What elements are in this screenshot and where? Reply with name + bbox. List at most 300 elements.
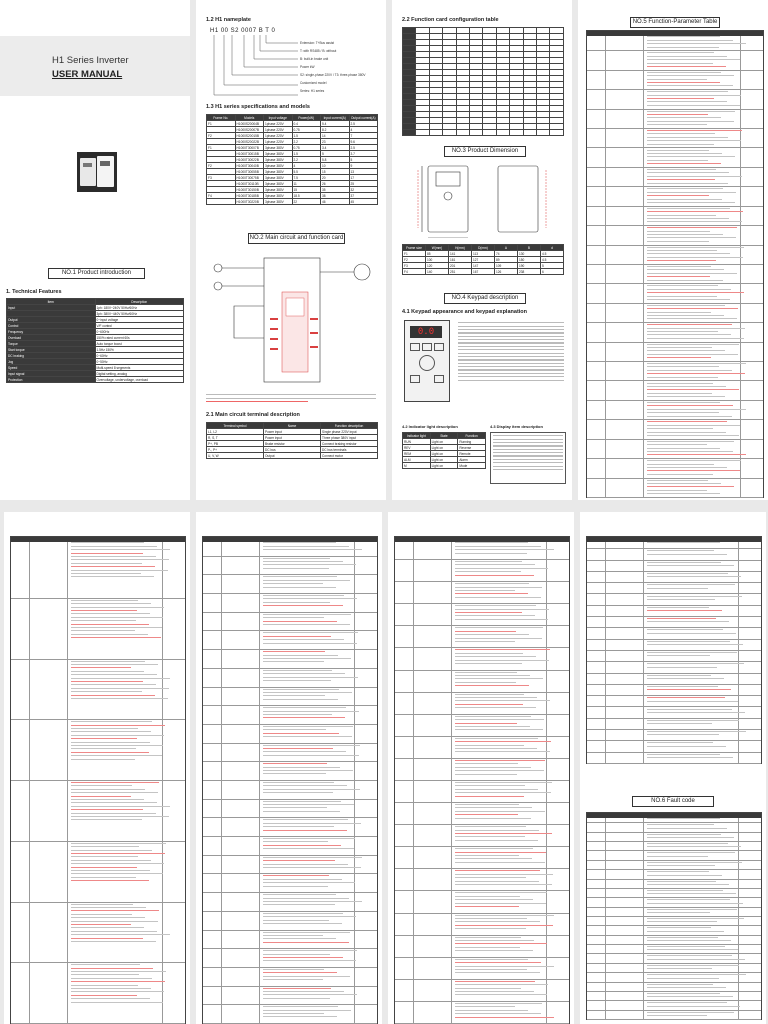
table-header-cell: Description <box>95 299 184 305</box>
param-row <box>203 705 377 725</box>
table-cell: 20 <box>321 175 350 181</box>
table-cell: 1phase 220V <box>264 133 293 139</box>
table-cell: 32 <box>349 187 378 193</box>
table-cell: H1000S20022B <box>235 139 264 145</box>
param-row <box>587 283 763 303</box>
nameplate-label: Power kW <box>300 65 315 69</box>
param-row <box>395 581 569 604</box>
table-header-cell: Function description <box>321 423 378 429</box>
table-cell: 38 <box>321 193 350 199</box>
param-row <box>395 846 569 869</box>
table-cell: 4.5 <box>541 251 564 257</box>
param-row <box>395 559 569 582</box>
nameplate-leader-lines <box>210 35 300 105</box>
table-cell: 5 <box>541 263 564 269</box>
table-header-cell: W(mm) <box>426 245 449 251</box>
table-header-cell: State <box>430 433 458 439</box>
table-cell: 1.5 <box>292 133 321 139</box>
page-params-4 <box>388 512 574 1024</box>
param-row <box>203 855 377 875</box>
table-cell: 251 <box>449 269 472 275</box>
indicator-table <box>402 432 486 469</box>
page-keypad <box>392 0 572 500</box>
table-cell: H1000T30185B <box>235 193 264 199</box>
features-title: 1. Technical Features <box>6 289 62 295</box>
dimension-table <box>402 244 564 275</box>
param-row <box>587 206 763 226</box>
table-cell: 37 <box>349 193 378 199</box>
table-cell: 3ph: 380V~440V 50Hz/60Hz <box>95 311 184 317</box>
param-row <box>203 948 377 968</box>
table-cell: 167 <box>472 269 495 275</box>
table-cell: Auto torque boost <box>95 341 184 347</box>
param-row <box>395 824 569 847</box>
table-cell: Power input <box>264 429 321 435</box>
table-cell: 1ph: 180V~240V 50Hz/60Hz <box>95 305 184 311</box>
param-row <box>587 167 763 187</box>
table-cell: 5 <box>321 151 350 157</box>
table-cell: 3phase 380V <box>264 199 293 205</box>
table-cell: 0~50Hz <box>95 359 184 365</box>
table-cell: DC bus <box>264 447 321 453</box>
param-row <box>203 892 377 912</box>
table-cell: H1000T30040B <box>235 163 264 169</box>
table-cell: 3phase 380V <box>264 193 293 199</box>
table-header-cell: A <box>495 245 518 251</box>
param-row <box>203 668 377 688</box>
table-cell: 120 <box>426 263 449 269</box>
table-cell: 109 <box>495 263 518 269</box>
specs-table <box>206 114 378 205</box>
table-cell: 190 <box>518 263 541 269</box>
table-cell: Light on <box>430 451 458 457</box>
table-cell: 3phase 380V <box>264 163 293 169</box>
table-row <box>403 463 486 469</box>
param-row <box>11 902 185 964</box>
table-cell: H1000T30110B <box>235 181 264 187</box>
table-cell: F3 <box>207 175 236 181</box>
table-cell: 3phase 380V <box>264 187 293 193</box>
table-cell: Light on <box>430 463 458 469</box>
table-cell: 7 <box>349 133 378 139</box>
table-cell: 6 <box>541 269 564 275</box>
table-cell: Connect braking resistor <box>321 441 378 447</box>
param-row <box>203 986 377 1006</box>
table-cell: Control <box>7 323 96 329</box>
terminal-heading: 2.1 Main circuit terminal description <box>206 412 300 418</box>
table-header-cell: Frame size <box>403 245 426 251</box>
param-row <box>587 128 763 148</box>
table-cell: 0~60Hz <box>95 353 184 359</box>
terminal-table <box>206 422 378 459</box>
param-row <box>203 649 377 669</box>
table-row <box>207 199 378 205</box>
table-cell: H1000T30007B <box>235 145 264 151</box>
table-cell: Power input <box>264 435 321 441</box>
product-photo <box>77 152 117 192</box>
param-row <box>11 780 185 842</box>
table-cell: 85 <box>426 251 449 257</box>
table-header-cell: Frame No. <box>207 115 236 121</box>
keypad-sub1: 4.1 Keypad appearance and keypad explanation <box>402 309 528 315</box>
specs-heading: 1.3 H1 series specifications and models <box>206 104 310 110</box>
table-cell: 46 <box>321 199 350 205</box>
table-cell: 3phase 380V <box>264 181 293 187</box>
table-cell: 3phase 380V <box>264 157 293 163</box>
table-cell: F2 <box>207 133 236 139</box>
table-header-cell: Output current(A) <box>350 115 376 120</box>
table-cell: 0.75 <box>292 127 321 133</box>
table-cell: 5.4 <box>321 121 350 127</box>
keypad-image <box>404 320 450 402</box>
table-cell: 238 <box>518 269 541 275</box>
table-cell: 74 <box>495 251 518 257</box>
table-header-cell: Input current(A) <box>321 115 350 121</box>
param-row <box>587 225 763 245</box>
main-circuit-diagram <box>204 248 380 386</box>
dimension-heading: NO.3 Product Dimension <box>444 146 526 157</box>
table-cell: DC braking <box>7 353 96 359</box>
param-row <box>203 1004 377 1024</box>
table-cell: 15 <box>321 169 350 175</box>
param-row <box>587 381 763 401</box>
param-row <box>395 603 569 626</box>
keypad-display: 0.0 <box>410 326 442 338</box>
table-cell: 13 <box>349 169 378 175</box>
table-cell: 10 <box>321 163 350 169</box>
param-row <box>587 264 763 284</box>
table-cell <box>207 199 236 205</box>
table-cell: H1000T30075B <box>235 175 264 181</box>
table-cell: Reverse <box>458 445 486 451</box>
table-cell: F3 <box>403 263 426 269</box>
table-cell: Light on <box>430 457 458 463</box>
param-row <box>587 342 763 362</box>
param-row <box>11 537 185 599</box>
param-row <box>203 761 377 781</box>
table-cell: H1000T30220B <box>235 199 264 205</box>
table-cell: 3.4 <box>321 145 350 151</box>
param-row <box>587 50 763 70</box>
table-header-cell: Item <box>7 299 96 305</box>
params-heading: NO.5 Function-Parameter Table <box>630 17 720 28</box>
table-cell: Brake resistor <box>264 441 321 447</box>
table-cell: 3phase 380V <box>264 169 293 175</box>
table-cell: RUN <box>403 439 431 445</box>
table-cell: 3phase 380V <box>264 151 293 157</box>
table-cell: 2.2 <box>292 139 321 145</box>
table-header-cell: d <box>541 245 564 251</box>
table-cell: Input <box>7 305 96 311</box>
table-cell: Start torque <box>7 347 96 353</box>
table-cell: F2 <box>403 257 426 263</box>
param-row <box>395 625 569 648</box>
page-params-1 <box>578 0 768 500</box>
table-cell: Multi-speed 8 segments <box>95 365 184 371</box>
table-row <box>403 269 564 275</box>
param-row <box>203 724 377 744</box>
table-cell: 17 <box>349 175 378 181</box>
keypad-heading: NO.4 Keypad description <box>444 293 526 304</box>
table-row <box>7 377 184 383</box>
param-row <box>587 439 763 459</box>
param-row <box>11 962 185 1024</box>
table-cell: Digital setting, analog <box>95 371 184 377</box>
table-cell: 2.5 <box>349 121 378 127</box>
table-cell: 1.5Hz 150% <box>95 347 184 353</box>
param-row <box>203 836 377 856</box>
param-row <box>587 1010 761 1020</box>
nameplate-label: Series: H1 series <box>300 89 325 93</box>
table-header-cell: Models <box>235 115 264 121</box>
fault-table <box>586 812 762 1020</box>
table-cell: 1.5 <box>292 151 321 157</box>
table-cell: Jog <box>7 359 96 365</box>
table-cell: 26 <box>321 181 350 187</box>
intro-heading: NO.1 Product introduction <box>48 268 145 279</box>
table-header-cell: H(mm) <box>449 245 472 251</box>
param-row <box>587 109 763 129</box>
table-cell: 3.7 <box>349 151 378 157</box>
param-row <box>587 458 763 478</box>
page-cover <box>0 0 190 500</box>
table-cell: 5.8 <box>321 157 350 163</box>
table-cell: 25 <box>349 181 378 187</box>
param-row <box>587 752 761 764</box>
table-cell: 3phase 380V <box>264 145 293 151</box>
table-cell: 127 <box>472 257 495 263</box>
table-cell: 150 <box>518 257 541 263</box>
table-cell: 161 <box>449 257 472 263</box>
dimension-drawing <box>406 160 562 238</box>
table-cell: 150% rated current 60s <box>95 335 184 341</box>
table-cell: 5 <box>349 157 378 163</box>
table-cell: 201 <box>449 263 472 269</box>
table-cell: 15 <box>292 187 321 193</box>
table-cell: H1000S20015B <box>235 133 264 139</box>
table-cell: 3phase 380V <box>264 175 293 181</box>
table-cell: H1000T30150B <box>235 187 264 193</box>
table-header-cell: Terminal symbol <box>207 423 264 429</box>
table-cell: U, V, W <box>207 453 264 459</box>
table-cell: REV <box>403 445 431 451</box>
param-row <box>203 556 377 576</box>
table-cell: P+, PB <box>207 441 264 447</box>
params-grid-2 <box>10 536 186 1024</box>
table-cell: 1phase 220V <box>264 121 293 127</box>
keypad-sub3: 4.3 Display item description <box>490 424 543 429</box>
param-row <box>395 714 569 737</box>
table-cell: 22 <box>292 199 321 205</box>
function-card-table <box>402 27 564 136</box>
main-circuit-heading: NO.2 Main circuit and function card <box>248 233 345 244</box>
features-table <box>6 298 184 383</box>
nameplate-labels <box>300 39 385 95</box>
table-cell: 100 <box>426 257 449 263</box>
cover-subtitle: USER MANUAL <box>52 69 123 80</box>
param-row <box>395 979 569 1002</box>
param-row <box>203 743 377 763</box>
table-cell: 1phase 220V <box>264 127 293 133</box>
param-row <box>395 957 569 980</box>
table-cell: 130 <box>518 251 541 257</box>
table-cell: R, S, T <box>207 435 264 441</box>
table-cell: Three phase 380V input <box>321 435 378 441</box>
table-cell: 4.5 <box>541 257 564 263</box>
table-cell: Light on <box>430 439 458 445</box>
param-row <box>203 799 377 819</box>
table-cell: F1 <box>207 121 236 127</box>
table-cell: Mode <box>458 463 486 469</box>
param-row <box>395 890 569 913</box>
params-grid-3 <box>202 536 378 1024</box>
param-row <box>587 478 763 498</box>
table-cell: M <box>403 463 431 469</box>
fault-heading: NO.6 Fault code <box>632 796 714 807</box>
param-row <box>587 419 763 439</box>
table-cell: Remote <box>458 451 486 457</box>
param-row <box>203 612 377 632</box>
table-cell: 8.2 <box>321 127 350 133</box>
cover-band <box>0 36 190 96</box>
param-row <box>203 817 377 837</box>
table-cell: Alarm <box>458 457 486 463</box>
param-row <box>587 245 763 265</box>
table-cell: 9 <box>349 163 378 169</box>
table-cell: Protection <box>7 377 96 383</box>
table-cell: 0~input voltage <box>95 317 184 323</box>
table-cell: Running <box>458 439 486 445</box>
table-cell: Frequency <box>7 329 96 335</box>
nameplate-label: Customized model <box>300 81 327 85</box>
param-row <box>587 322 763 342</box>
param-row <box>11 659 185 721</box>
table-cell: F4 <box>403 269 426 275</box>
table-cell: Single phase 220V input <box>321 429 378 435</box>
table-cell: P-, P+ <box>207 447 264 453</box>
table-cell: F4 <box>207 193 236 199</box>
table-cell: Output <box>264 453 321 459</box>
table-cell: 45 <box>349 199 378 205</box>
table-cell: 7.5 <box>292 175 321 181</box>
param-row <box>395 868 569 891</box>
table-header-cell: Indicator light <box>403 433 431 439</box>
function-card-heading: 2.2 Function card configuration table <box>402 17 499 23</box>
table-cell: 0.4 <box>292 121 321 127</box>
table-cell: 18.5 <box>292 193 321 199</box>
cover-title: H1 Series Inverter <box>52 55 129 66</box>
params-grid-5 <box>586 536 762 764</box>
table-cell: Overload <box>7 335 96 341</box>
table-header-cell: Power(kW) <box>292 115 321 121</box>
param-row <box>587 70 763 90</box>
table-cell: ALM <box>403 457 431 463</box>
table-cell: 140 <box>426 269 449 275</box>
table-cell: 14 <box>321 133 350 139</box>
param-row <box>203 780 377 800</box>
table-cell: 126 <box>495 269 518 275</box>
table-row <box>207 453 378 459</box>
page-fault <box>580 512 766 1024</box>
param-row <box>203 593 377 613</box>
table-cell: Light on <box>430 445 458 451</box>
table-cell: DC bus terminals <box>321 447 378 453</box>
table-cell: Torque <box>7 341 96 347</box>
table-cell: V/F control <box>95 323 184 329</box>
param-row <box>587 400 763 420</box>
nameplate-label: S2: single-phase 220V / T3: three-phase 380V <box>300 73 366 77</box>
table-cell: 113 <box>472 251 495 257</box>
param-row <box>395 692 569 715</box>
param-row <box>395 758 569 781</box>
param-row <box>395 802 569 825</box>
param-row <box>395 935 569 958</box>
table-cell: Speed <box>7 365 96 371</box>
param-row <box>203 911 377 931</box>
param-row <box>395 736 569 759</box>
param-row <box>587 148 763 168</box>
table-header-cell: Input voltage <box>264 115 293 121</box>
table-cell: F1 <box>403 251 426 257</box>
param-row <box>395 670 569 693</box>
table-cell: 147 <box>472 263 495 269</box>
nameplate-heading: 1.2 H1 nameplate <box>206 17 251 23</box>
table-cell: F2 <box>207 163 236 169</box>
table-cell: REM <box>403 451 431 457</box>
param-row <box>395 647 569 670</box>
table-header-cell: Name <box>264 423 321 429</box>
table-cell: H1000S20004B <box>235 121 264 127</box>
param-row <box>395 780 569 803</box>
page-params-2 <box>4 512 190 1024</box>
nameplate-code: H1 00 S2 0007 B T 0 <box>210 28 276 34</box>
param-row <box>587 361 763 381</box>
table-cell: 0.75 <box>292 145 321 151</box>
table-cell: 4 <box>349 127 378 133</box>
params-grid <box>586 30 764 498</box>
table-cell: H1000T30022B <box>235 157 264 163</box>
table-cell: 5.5 <box>292 169 321 175</box>
param-row <box>203 873 377 893</box>
page-specs <box>196 0 386 500</box>
table-cell: 35 <box>321 187 350 193</box>
table-header-cell: D(mm) <box>472 245 495 251</box>
param-row <box>203 574 377 594</box>
table-header-cell: Function <box>458 433 486 439</box>
table-cell: 2.2 <box>292 157 321 163</box>
table-cell: 2.5 <box>349 145 378 151</box>
table-cell: 9.6 <box>349 139 378 145</box>
nameplate-label: B: built-in brake unit <box>300 57 329 61</box>
table-cell: Overvoltage, undervoltage, overload <box>95 377 184 383</box>
param-row <box>203 967 377 987</box>
param-row <box>203 687 377 707</box>
param-row <box>395 1001 569 1024</box>
page-params-3 <box>196 512 382 1024</box>
param-row <box>203 930 377 950</box>
table-cell: 23 <box>321 139 350 145</box>
table-cell: 89 <box>495 257 518 263</box>
nameplate-label: Extension: T+Bus assist <box>300 41 335 45</box>
table-cell: 11 <box>292 181 321 187</box>
param-row <box>11 841 185 903</box>
param-row <box>11 719 185 781</box>
table-header-cell: B <box>518 245 541 251</box>
table-cell: 141 <box>449 251 472 257</box>
table-cell: Input signal <box>7 371 96 377</box>
table-cell: H1000T30015B <box>235 151 264 157</box>
table-cell: 4 <box>292 163 321 169</box>
